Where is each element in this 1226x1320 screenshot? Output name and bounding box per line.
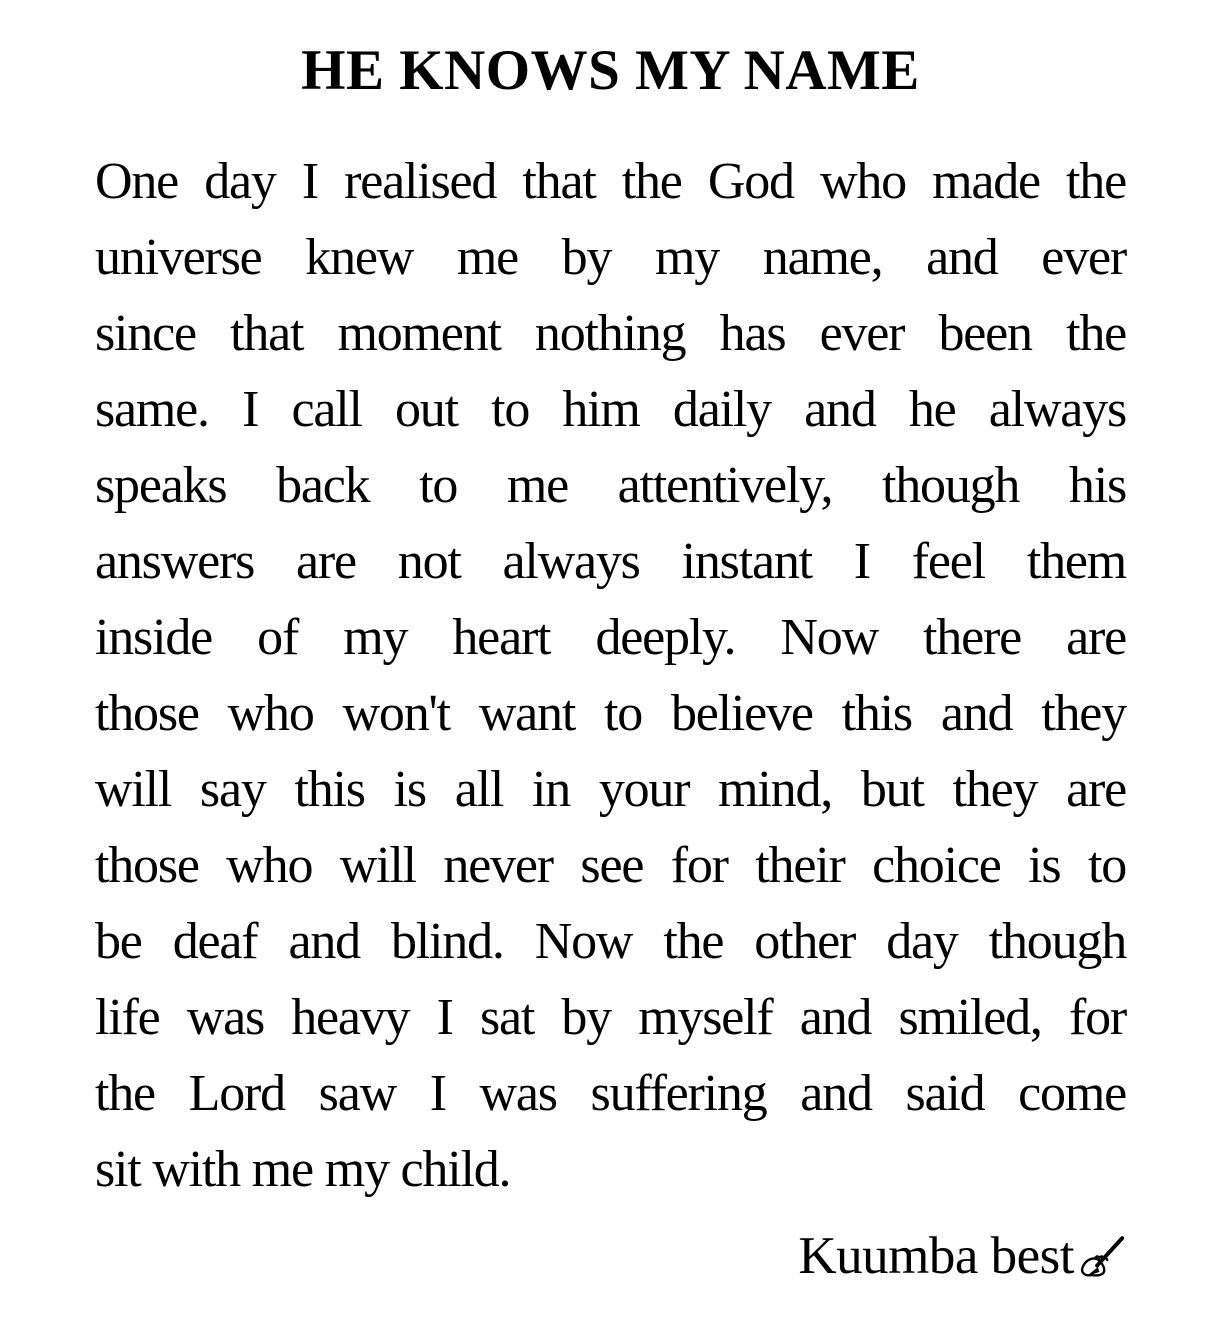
body-line: inside of my heart deeply. Now there are xyxy=(95,609,1126,666)
body-line: One day I realised that the God who made the xyxy=(95,153,1126,210)
body-line: since that moment nothing has ever been the xyxy=(95,305,1126,362)
signature-name: Kuumba best xyxy=(798,1227,1074,1285)
writing-hand-icon xyxy=(1076,1225,1126,1301)
body-line: answers are not always instant I feel them xyxy=(95,533,1126,590)
poem-body xyxy=(95,144,1126,1208)
body-line: speaks back to me attentively, though his xyxy=(95,457,1126,514)
body-line: those who will never see for their choice is to xyxy=(95,837,1126,894)
body-line: life was heavy I sat by myself and smiled, for xyxy=(95,989,1126,1046)
body-line: same. I call out to him daily and he always xyxy=(95,381,1126,438)
body-line: universe knew me by my name, and ever xyxy=(95,229,1126,286)
body-line: will say this is all in your mind, but they are xyxy=(95,761,1126,818)
body-line: sit with me my child. xyxy=(95,1141,511,1198)
signature-line xyxy=(95,1218,1126,1301)
body-line: those who won't want to believe this and they xyxy=(95,685,1126,742)
page-title: HE KNOWS MY NAME xyxy=(301,39,920,102)
body-line: be deaf and blind. Now the other day though xyxy=(95,913,1126,970)
body-line: the Lord saw I was suffering and said come xyxy=(95,1065,1126,1122)
